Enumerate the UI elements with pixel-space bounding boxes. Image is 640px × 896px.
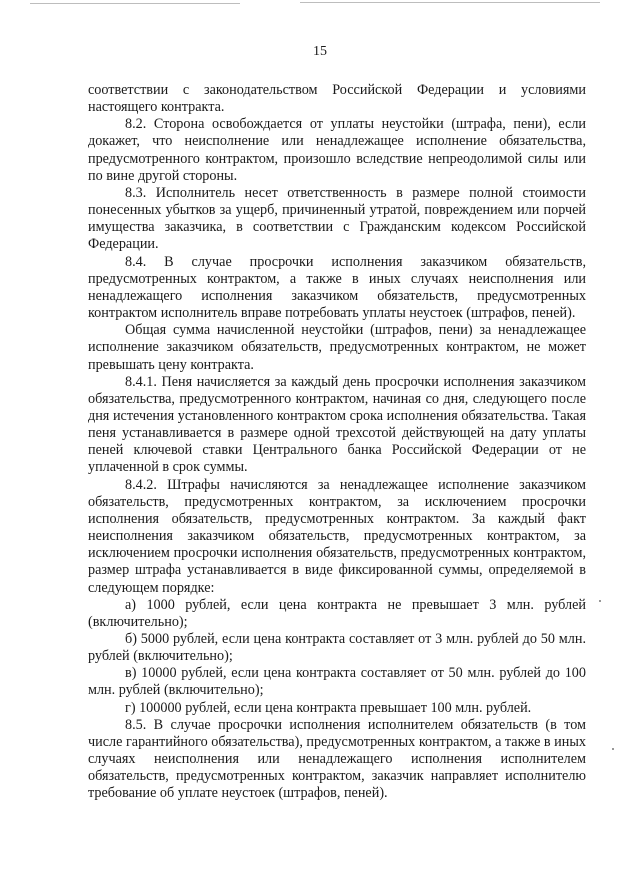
paragraph-total-penalty: Общая сумма начисленной неустойки (штрафов, пени) за ненадлежащее исполнение заказчиком обязательств, предусмотренных контрактом, не может превышать цену контракта. — [88, 322, 586, 373]
paragraph-8-4-2: 8.4.2. Штрафы начисляются за ненадлежащее исполнение заказчиком обязательств, предусмотренных контрактом, за исключением просрочки исполнения обязательств, предусмотренных контрактом. За каждый факт неисполнения заказчиком обязательств, предусмотренных контрактом, за исключением просрочки исполнения обязательств, предусмотренных контрактом, размер штрафа устанавливается в виде фиксированной суммы, определяемой в следующем порядке: — [88, 476, 586, 596]
paragraph-8-3: 8.3. Исполнитель несет ответственность в размере полной стоимости понесенных убытков за ущерб, причиненный утратой, повреждением или порчей имущества заказчика, в соответствии с Гражданским кодексом Российской Федерации. — [88, 184, 586, 253]
page-number: 15 — [313, 44, 327, 59]
paragraph-8-4-1: 8.4.1. Пеня начисляется за каждый день просрочки исполнения заказчиком обязательства, предусмотренного контрактом, начиная со дня, следующего после дня истечения установленного контрактом срока исполнения обязательства. Такая пеня устанавливается в размере одной трехсотой действующей на дату уплаты пеней ключевой ставки Центрального банка Российской Федерации от не уплаченной в срок суммы. — [88, 373, 586, 476]
list-item-v: в) 10000 рублей, если цена контракта составляет от 50 млн. рублей до 100 млн. рублей (включительно); — [88, 665, 586, 699]
paragraph-8-5: 8.5. В случае просрочки исполнения исполнителем обязательств (в том числе гарантийного обязательства), предусмотренных контрактом, а также в иных случаях неисполнения или ненадлежащего исполнения исполнителем обязательств, предусмотренных контрактом, заказчик направляет исполнителю требование об уплате неустоек (штрафов, пеней). — [88, 716, 586, 802]
scan-speck — [612, 748, 614, 750]
scan-edge-line — [30, 3, 240, 4]
paragraph-8-4: 8.4. В случае просрочки исполнения заказчиком обязательств, предусмотренных контрактом, а также в иных случаях неисполнения или ненадлежащего исполнения заказчиком обязательств, предусмотренных контрактом исполнитель вправе потребовать уплаты неустоек (штрафов, пеней). — [88, 253, 586, 322]
scan-edge-line — [300, 2, 600, 3]
list-item-g: г) 100000 рублей, если цена контракта превышает 100 млн. рублей. — [125, 699, 532, 716]
paragraph-continuation: соответствии с законодательством Российской Федерации и условиями настоящего контракта. — [88, 82, 586, 116]
list-item-b: б) 5000 рублей, если цена контракта составляет от 3 млн. рублей до 50 млн. рублей (включительно); — [88, 631, 586, 665]
list-item-a: а) 1000 рублей, если цена контракта не превышает 3 млн. рублей (включительно); — [88, 596, 586, 630]
paragraph-8-2: 8.2. Сторона освобождается от уплаты неустойки (штрафа, пени), если докажет, что неисполнение или ненадлежащее исполнение обязательства, предусмотренного контрактом, произошло вследствие непреодолимой силы или по вине другой стороны. — [88, 116, 586, 184]
scan-speck — [599, 600, 601, 602]
document-body — [88, 82, 586, 803]
